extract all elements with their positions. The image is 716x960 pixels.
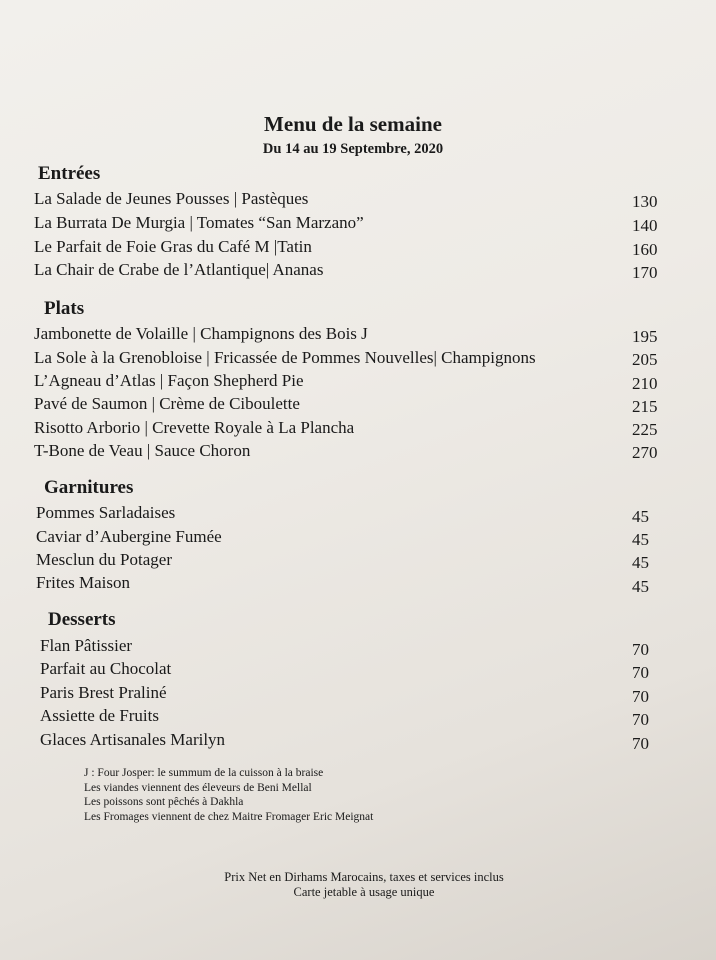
menu-item-price: 195 [632,327,658,346]
menu-notes [84,766,373,824]
menu-item-price: 140 [632,216,658,235]
menu-item-price: 270 [632,443,658,462]
menu-item-price: 70 [632,640,649,659]
menu-item-price: 170 [632,263,658,282]
note-line: J : Four Josper: le summum de la cuisson à la braise [84,767,324,779]
menu-item-name: Parfait au Chocolat [40,659,172,678]
menu-item-name: Mesclun du Potager [36,550,172,569]
menu-item-name: La Salade de Jeunes Pousses | Pastèques [34,189,309,208]
menu-item-name: Glaces Artisanales Marilyn [40,730,226,749]
menu-date-range: Du 14 au 19 Septembre, 2020 [262,141,444,157]
menu-item-price: 70 [632,687,649,706]
menu-item-name: T-Bone de Veau | Sauce Choron [34,441,251,460]
note-line: Les viandes viennent des éleveurs de Beni Mellal [84,781,312,794]
menu-item-price: 160 [632,240,658,259]
menu-item-name: Le Parfait de Foie Gras du Café M |Tatin [34,237,312,256]
menu-item-name: Pavé de Saumon | Crème de Ciboulette [34,394,300,413]
menu-item-price: 70 [632,734,649,753]
section-title-entrees: Entrées [38,163,101,184]
menu-item-price: 45 [632,530,649,549]
menu-item-name: Jambonette de Volaille | Champignons des Bois J [34,324,368,343]
menu-item-price: 70 [632,663,649,682]
menu-item-price: 205 [632,350,658,369]
menu-item-name: Pommes Sarladaises [36,503,176,522]
menu-footer [0,870,716,900]
footer-disposable-note: Carte jetable à usage unique [293,885,435,899]
note-line: Les Fromages viennent de chez Maitre Fromager Eric Meignat [84,810,374,823]
menu-item-name: Assiette de Fruits [40,706,159,725]
menu-item-name: Risotto Arborio | Crevette Royale à La Plancha [34,418,355,437]
menu-item-name: Frites Maison [36,573,130,592]
menu-item-name: Flan Pâtissier [40,636,133,655]
note-line: Les poissons sont pêchés à Dakhla [84,796,244,808]
menu-item-price: 210 [632,374,658,393]
menu-item-name: Caviar d’Aubergine Fumée [36,527,222,546]
menu-item-price: 45 [632,507,649,526]
menu-item-price: 130 [632,192,658,211]
footer-price-note: Prix Net en Dirhams Marocains, taxes et services inclus [224,870,504,884]
menu-item-price: 225 [632,420,658,439]
section-title-plats: Plats [44,298,85,319]
menu-item-name: La Sole à la Grenobloise | Fricassée de Pommes Nouvelles| Champignons [34,348,536,367]
menu-item-price: 45 [632,553,649,572]
menu-item-name: La Burrata De Murgia | Tomates “San Marzano” [34,213,364,232]
menu-item-price: 45 [632,577,649,596]
menu-item-name: La Chair de Crabe de l’Atlantique| Ananas [34,260,324,279]
menu-item-name: L’Agneau d’Atlas | Façon Shepherd Pie [34,371,304,390]
menu-item-price: 215 [632,397,658,416]
section-title-garnitures: Garnitures [44,477,134,498]
menu-title: Menu de la semaine [264,112,442,136]
menu-header [0,111,716,159]
section-title-desserts: Desserts [48,609,116,630]
menu-item-price: 70 [632,710,649,729]
menu-item-name: Paris Brest Praliné [40,683,167,702]
